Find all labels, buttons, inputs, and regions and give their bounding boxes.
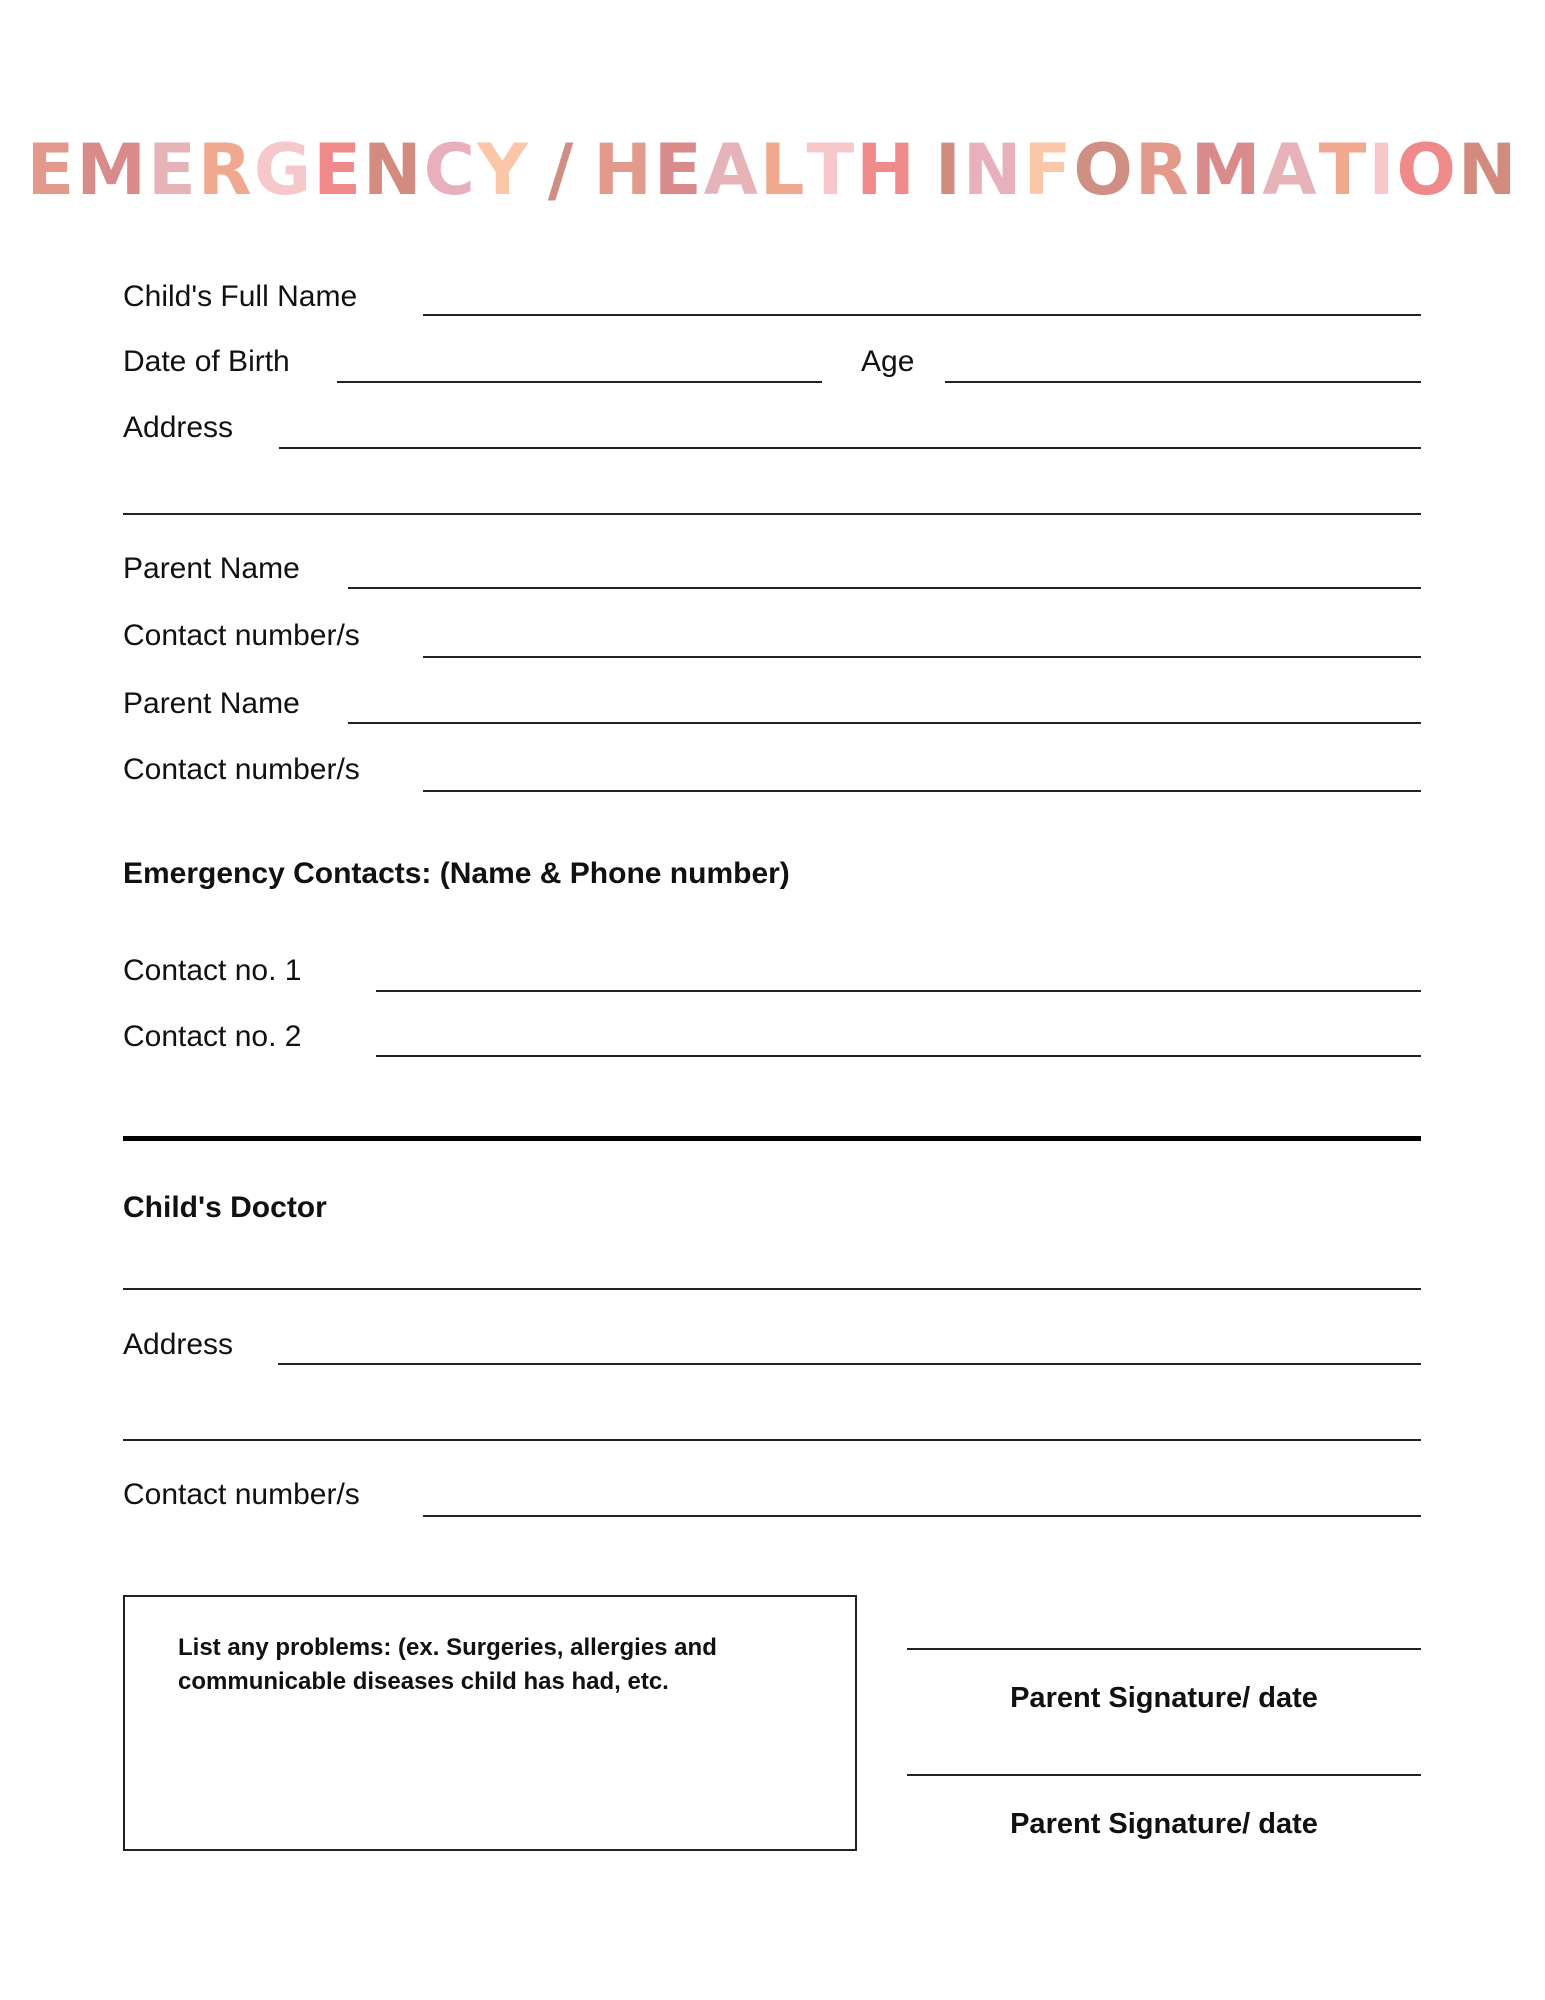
doctor-address-label: Address xyxy=(123,1328,234,1361)
child-full-name-field[interactable] xyxy=(423,314,1421,316)
contact-number-2-label: Contact number/s xyxy=(123,753,360,786)
title-letter: T xyxy=(1318,129,1369,211)
problems-box[interactable] xyxy=(123,1595,857,1851)
title-letter: M xyxy=(76,129,148,211)
date-of-birth-label: Date of Birth xyxy=(123,345,290,378)
title-letter: T xyxy=(806,129,857,211)
title-letter: O xyxy=(1073,129,1135,211)
date-of-birth-field[interactable] xyxy=(337,381,822,383)
doctor-contact-label: Contact number/s xyxy=(123,1478,360,1511)
address-field-line-1[interactable] xyxy=(279,447,1421,449)
childs-doctor-field[interactable] xyxy=(123,1288,1421,1290)
title-letter: N xyxy=(962,129,1024,211)
title-letter: M xyxy=(1190,129,1263,211)
doctor-address-field-line-1[interactable] xyxy=(278,1363,1421,1365)
doctor-contact-field[interactable] xyxy=(423,1515,1421,1517)
contact-no-1-label: Contact no. 1 xyxy=(123,954,302,987)
parent-name-2-label: Parent Name xyxy=(123,687,300,720)
title-letter: E xyxy=(26,129,77,211)
title-letter: N xyxy=(363,129,424,211)
age-label: Age xyxy=(861,345,915,378)
childs-doctor-heading: Child's Doctor xyxy=(123,1191,327,1224)
parent-signature-2-label: Parent Signature/ date xyxy=(1010,1808,1318,1840)
contact-number-1-field[interactable] xyxy=(423,656,1421,658)
title-letter: R xyxy=(1134,129,1191,211)
contact-no-2-label: Contact no. 2 xyxy=(123,1020,302,1053)
child-full-name-label: Child's Full Name xyxy=(123,280,358,313)
title-letter: A xyxy=(1262,129,1319,211)
contact-number-2-field[interactable] xyxy=(423,790,1421,792)
title-letter: G xyxy=(253,129,314,211)
title-letter xyxy=(530,125,548,215)
title-letter xyxy=(917,125,935,215)
form-title xyxy=(0,125,1545,215)
title-letter: O xyxy=(1396,129,1458,211)
title-letter: / xyxy=(547,129,576,211)
title-letter: I xyxy=(934,129,963,211)
title-letter: I xyxy=(1368,129,1397,211)
title-letter: R xyxy=(197,129,254,211)
title-letter: A xyxy=(703,129,760,211)
address-field-line-2[interactable] xyxy=(123,513,1421,515)
emergency-contacts-heading: Emergency Contacts: (Name & Phone number) xyxy=(123,857,790,890)
contact-no-2-field[interactable] xyxy=(376,1055,1421,1057)
doctor-address-field-line-2[interactable] xyxy=(123,1439,1421,1441)
title-letter: E xyxy=(313,129,364,211)
parent-signature-2-field[interactable] xyxy=(907,1774,1421,1776)
title-letter: L xyxy=(759,129,807,211)
title-letter xyxy=(575,125,593,215)
title-letter: F xyxy=(1023,129,1074,211)
contact-number-1-label: Contact number/s xyxy=(123,619,360,652)
title-letter: N xyxy=(1457,129,1519,211)
parent-name-2-field[interactable] xyxy=(348,722,1421,724)
parent-name-1-field[interactable] xyxy=(348,587,1421,589)
section-divider xyxy=(123,1136,1421,1141)
parent-name-1-label: Parent Name xyxy=(123,552,300,585)
title-letter: Y xyxy=(477,129,530,211)
parent-signature-1-field[interactable] xyxy=(907,1648,1421,1650)
title-letter: C xyxy=(423,129,477,211)
title-letter: H xyxy=(856,129,917,211)
address-label: Address xyxy=(123,411,234,444)
contact-no-1-field[interactable] xyxy=(376,990,1421,992)
title-letter: H xyxy=(593,129,654,211)
parent-signature-1-label: Parent Signature/ date xyxy=(1010,1682,1318,1714)
age-field[interactable] xyxy=(945,381,1421,383)
problems-box-instructions: List any problems: (ex. Surgeries, allergies and communicable diseases child has had, etc. xyxy=(178,1634,717,1695)
title-letter: E xyxy=(653,129,704,211)
title-letter: E xyxy=(148,129,198,211)
